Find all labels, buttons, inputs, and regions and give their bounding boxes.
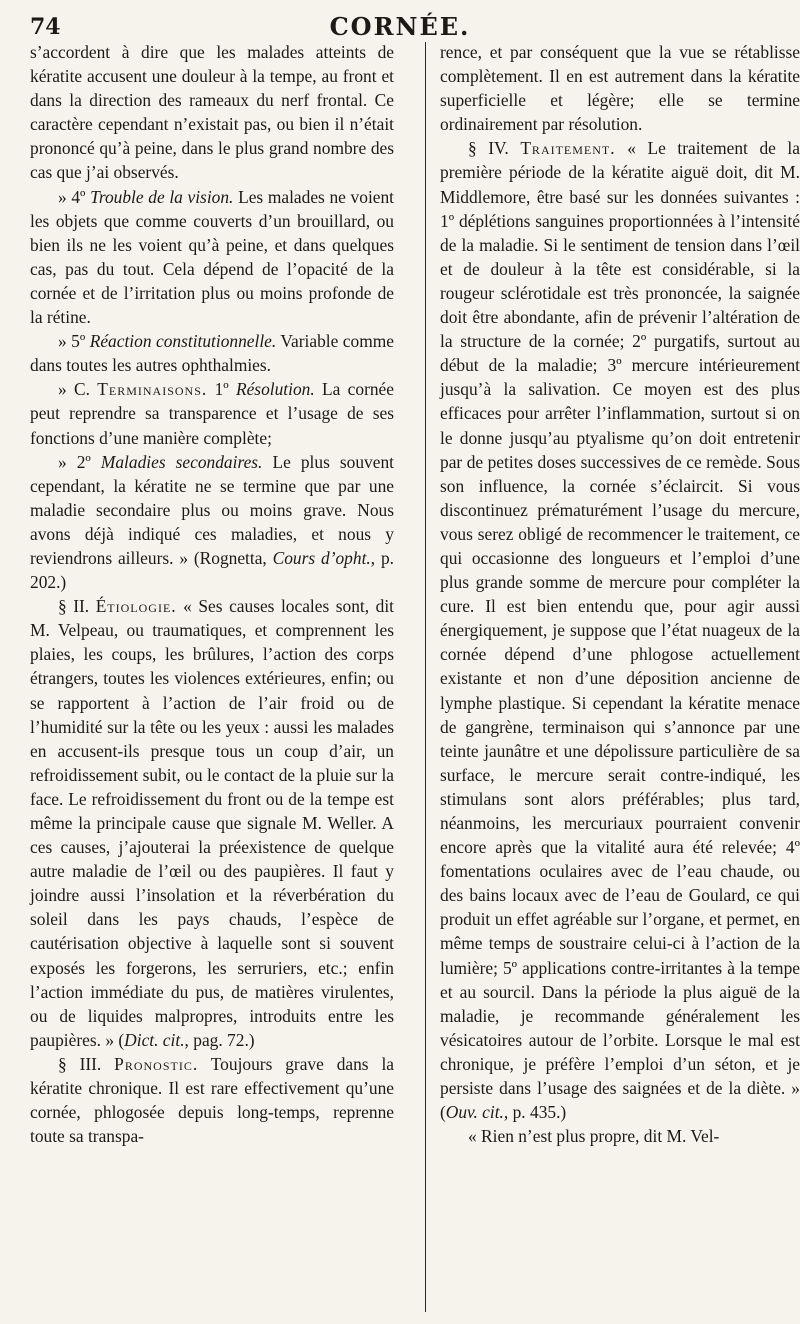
section-heading: Terminaisons. <box>97 379 208 400</box>
paragraph-text: « Le traitement de la première période de la kératite aiguë doit, dit M. Middlemore, être basé sur les données suivantes : 1º déplétions sanguines proportionnées à l’intensité de la maladie. Si le sentiment de tension dans l’œil et de douleur à la tête est considérable, si la rougeur sclérotidale est très prononcée, la saignée doit être abondante, afin de prévenir l’altération de la structure de la cornée; 2º purgatifs, surtout au début de la maladie; 3º mercure intérieurement jusqu’à la salivation. Ce moyen est des plus efficaces pour arrêter l’inflammation, surtout si on le donne jusqu’au ptyalisme qu’on doit entretenir par de petites doses successives de ce remède. Sous son influence, la cornée s’éclaircit. Si vous discontinuez prématurément l’usage du mercure, vous serez obligé de recommencer le traitement, ce qui occasionne des longueurs et l’emploi d’une plus grande somme de mercure pour compléter la cure. Il est bien entendu que, pour agir aussi énergiquement, je suppose que l’état nuageux de la cornée dépend d’une phlogose actuellement existante et non d’une déposition ancienne de lymphe plastique. Si cependant la kératite menace de gangrène, terminaison qui s’annonce par une teinte jaunâtre et une dépolissure particulière de sa surface, le mercure serait contre-indiqué, les stimulans sont alors préférables; plus tard, néanmoins, les mercuriaux pourraient convenir encore après que la vitalité aura été relevée; 4º fomentations oculaires avec de l’eau chaude, ou des bains locaux avec de l’eau de Goulard, ce qui produit un effet agréable sur l’organe, et permet, en même temps de soustraire celui-ci à l’action de la lumière; 5º applications contre-irritantes à la tempe et au sourcil. Dans la période la plus aiguë de la maladie, je recommande généralement les vésicatoires autour de l’orbite. Lorsque le mal est chronique, je préfère l’emploi d’un séton, et je persiste dans l’usage des saignées et de la diète. » ( <box>440 138 800 1123</box>
citation: Cours d’opht. <box>272 547 371 568</box>
running-title: CORNÉE. <box>329 12 471 41</box>
citation: Dict. cit. <box>124 1029 185 1050</box>
section-title: Trouble de la vision. <box>90 186 234 207</box>
section-title: Maladies secondaires. <box>100 451 263 472</box>
paragraph-prefix: § III. <box>58 1053 102 1074</box>
paragraph <box>440 136 800 1124</box>
paragraph <box>30 594 394 1052</box>
paragraph <box>440 40 800 136</box>
paragraph <box>440 1124 800 1148</box>
paragraph <box>30 329 394 377</box>
right-column <box>440 40 800 1148</box>
paragraph-text: rence, et par conséquent que la vue se rétablisse complètement. Il en est autrement dans la kératite superficielle et légère; elle se termine ordinairement par résolution. <box>440 42 800 135</box>
column-divider <box>425 42 426 1312</box>
paragraph <box>30 40 394 185</box>
paragraph-prefix: § II. <box>58 596 90 617</box>
citation-end: , p. 202.) <box>30 547 394 593</box>
paragraph-text: « Ses causes locales sont, dit M. Velpeau, ou traumatiques, et comprennent les plaies, les coups, les brûlures, l’action des corps étrangers, toutes les violences extérieures, enfin; ou se rapportent à l’action de l’air froid ou de l’humidité sur la tête ou les yeux : aussi les malades en accusent-ils presque tous un coup d’air, un refroidissement subit, ou le contact de la pluie sur la face. Le refroidissement du front ou de la tempe est même la principale cause que signale M. Weller. A ces causes, j’ajouterai la préexistence de quelque autre maladie de l’œil ou des paupières. Il faut y joindre aussi l’insolation et la réverbération du soleil dans les pays chauds, l’espèce de cautérisation objective à laquelle sont si souvent exposés les forgerons, les serruriers, etc.; enfin l’action immédiate du pus, de matières virulentes, ou de liquides malpropres, introduits entre les paupières. » ( <box>30 596 394 1050</box>
section-heading: Pronostic. <box>114 1053 199 1074</box>
paragraph-prefix: » C. <box>58 379 90 400</box>
paragraph-text: Les malades ne voient les objets que comme couverts d’un brouillard, ou bien ils ne les voient qu’à peine, et dans quelques cas, pas du tout. Cela dépend de l’opacité de la cornée et de l’irritation plus ou moins profonde de la rétine. <box>30 186 395 328</box>
paragraph-prefix: § IV. <box>468 138 509 159</box>
paragraph-text: Le plus souvent cependant, la kératite ne se termine que par une maladie secondaire plus ou moins grave. Nous avons déjà indiqué ces maladies, et nous y reviendrons ailleurs. » (Rognetta, <box>30 451 394 568</box>
section-heading: Étiologie. <box>95 596 177 617</box>
citation-end: , pag. 72.) <box>184 1029 255 1050</box>
section-title: Résolution. <box>235 379 315 400</box>
paragraph-text: Toujours grave dans la kératite chronique. Il est rare effectivement qu’une cornée, phlogosée depuis long-temps, reprenne toute sa transpa- <box>30 1053 394 1147</box>
paragraph <box>30 185 394 330</box>
left-column <box>30 40 394 1148</box>
paragraph-prefix: » 5º <box>58 331 86 352</box>
citation-end: , p. 435.) <box>503 1102 567 1123</box>
paragraph-prefix: » 4º <box>58 186 86 207</box>
section-title: Réaction constitutionnelle. <box>89 331 277 352</box>
paragraph-text: La cornée peut reprendre sa transparence et l’usage de ses fonctions d’une manière complète; <box>30 379 394 448</box>
paragraph-prefix: » 2º <box>58 451 91 472</box>
paragraph <box>30 1052 394 1148</box>
paragraph <box>30 450 394 595</box>
citation: Ouv. cit. <box>445 1102 504 1123</box>
paragraph-text: s’accordent à dire que les malades atteints de kératite accusent une douleur à la tempe, au front et dans la direction des rameaux du nerf frontal. Ce caractère cependant n’existait pas, ou bien il n’était prononcé qu’à peine, dans le plus grand nombre des cas que j’ai observés. <box>30 42 394 183</box>
paragraph-prefix: 1º <box>214 379 229 400</box>
paragraph-text: « Rien n’est plus propre, dit M. Vel- <box>468 1126 720 1147</box>
paragraph <box>30 377 394 449</box>
paragraph-text: Variable comme dans toutes les autres ophthalmies. <box>30 331 394 376</box>
page-number: 74 <box>30 14 61 40</box>
section-heading: Traitement. <box>520 138 616 159</box>
